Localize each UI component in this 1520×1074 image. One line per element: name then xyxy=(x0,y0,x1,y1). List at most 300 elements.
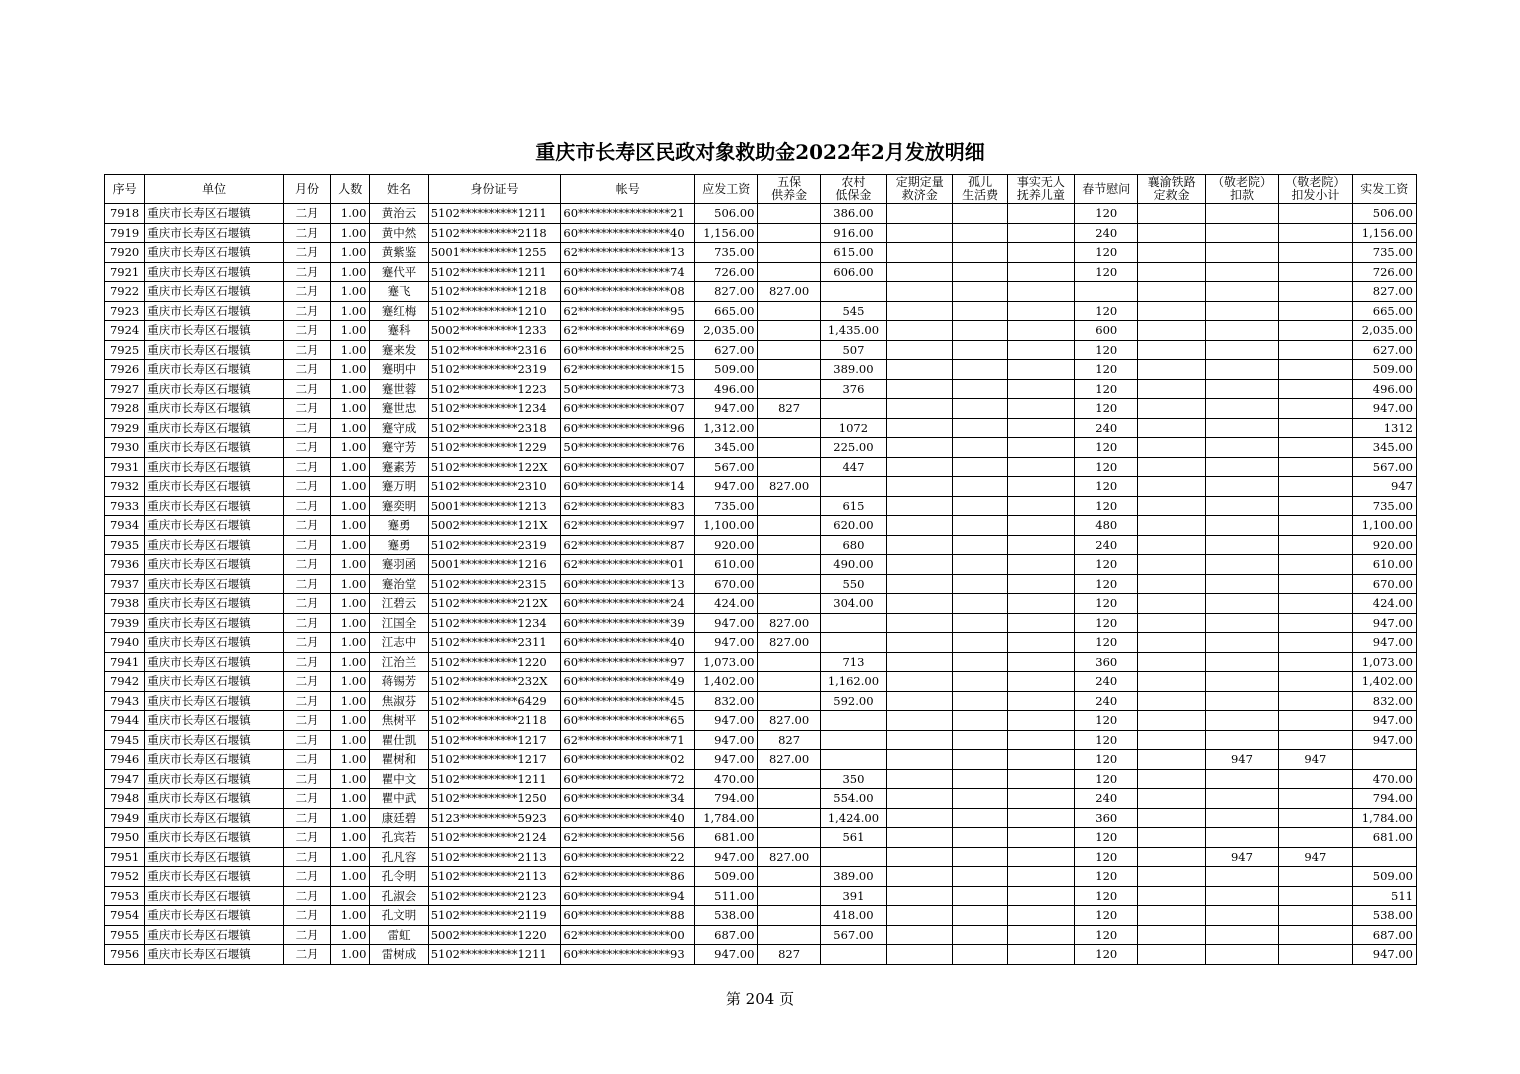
cell-wubao-support xyxy=(758,418,820,438)
cell-wubao-support xyxy=(758,886,820,906)
cell-name: 雷树成 xyxy=(370,945,428,965)
cell-seq: 7919 xyxy=(105,223,145,243)
table-row xyxy=(105,360,1417,380)
cell-name: 瞿树和 xyxy=(370,750,428,770)
cell-id-number: 5123**********5923 xyxy=(428,808,561,828)
cell-people: 1.00 xyxy=(331,711,370,731)
cell-account: 62****************97 xyxy=(561,516,695,536)
cell-seq: 7949 xyxy=(105,808,145,828)
cell-seq: 7951 xyxy=(105,847,145,867)
cell-account: 60****************97 xyxy=(561,652,695,672)
cell-id-number: 5102**********122X xyxy=(428,457,561,477)
cell-unit: 重庆市长寿区石堰镇 xyxy=(145,477,284,497)
cell-people: 1.00 xyxy=(331,535,370,555)
relief-fund-table xyxy=(104,174,1417,965)
cell-net-pay: 506.00 xyxy=(1352,204,1416,224)
cell-month: 二月 xyxy=(283,243,330,263)
table-row xyxy=(105,867,1417,887)
cell-unit: 重庆市长寿区石堰镇 xyxy=(145,613,284,633)
table-row xyxy=(105,301,1417,321)
cell-unsupported-children xyxy=(1007,418,1074,438)
cell-month: 二月 xyxy=(283,262,330,282)
cell-orphan-living xyxy=(953,633,1007,653)
cell-fixed-relief xyxy=(887,886,953,906)
cell-unsupported-children xyxy=(1007,535,1074,555)
col-header-wubao-support xyxy=(758,175,820,204)
cell-account: 50****************73 xyxy=(561,379,695,399)
cell-people: 1.00 xyxy=(331,379,370,399)
cell-unsupported-children xyxy=(1007,730,1074,750)
cell-spring-festival: 120 xyxy=(1075,340,1138,360)
cell-unit: 重庆市长寿区石堰镇 xyxy=(145,828,284,848)
table-row xyxy=(105,789,1417,809)
cell-rural-dibao: 447 xyxy=(820,457,886,477)
table-row xyxy=(105,516,1417,536)
cell-orphan-living xyxy=(953,301,1007,321)
cell-xiangyu-railway xyxy=(1138,574,1205,594)
cell-xiangyu-railway xyxy=(1138,691,1205,711)
cell-id-number: 5102**********1250 xyxy=(428,789,561,809)
col-header-spring-festival xyxy=(1075,175,1138,204)
cell-month: 二月 xyxy=(283,555,330,575)
cell-fixed-relief xyxy=(887,672,953,692)
col-header-seq xyxy=(105,175,145,204)
cell-name: 焦淑芬 xyxy=(370,691,428,711)
cell-seq: 7954 xyxy=(105,906,145,926)
cell-rural-dibao: 680 xyxy=(820,535,886,555)
cell-name: 孔令明 xyxy=(370,867,428,887)
cell-id-number: 5102**********2319 xyxy=(428,360,561,380)
cell-fixed-relief xyxy=(887,340,953,360)
cell-rural-dibao: 561 xyxy=(820,828,886,848)
cell-name: 江治兰 xyxy=(370,652,428,672)
cell-orphan-living xyxy=(953,925,1007,945)
cell-net-pay: 665.00 xyxy=(1352,301,1416,321)
cell-month: 二月 xyxy=(283,340,330,360)
cell-unit: 重庆市长寿区石堰镇 xyxy=(145,457,284,477)
cell-orphan-living xyxy=(953,535,1007,555)
cell-people: 1.00 xyxy=(331,477,370,497)
cell-orphan-living xyxy=(953,360,1007,380)
cell-xiangyu-railway xyxy=(1138,243,1205,263)
cell-nursing-home-withheld xyxy=(1279,828,1352,848)
cell-gross-pay: 947.00 xyxy=(695,399,758,419)
cell-nursing-home-withheld xyxy=(1279,867,1352,887)
cell-nursing-home-withheld xyxy=(1279,438,1352,458)
cell-unit: 重庆市长寿区石堰镇 xyxy=(145,847,284,867)
cell-name: 蹇羽函 xyxy=(370,555,428,575)
cell-orphan-living xyxy=(953,613,1007,633)
cell-rural-dibao: 713 xyxy=(820,652,886,672)
cell-seq: 7942 xyxy=(105,672,145,692)
cell-nursing-home-withheld xyxy=(1279,340,1352,360)
cell-name: 黄中然 xyxy=(370,223,428,243)
cell-net-pay: 920.00 xyxy=(1352,535,1416,555)
cell-wubao-support xyxy=(758,574,820,594)
cell-seq: 7922 xyxy=(105,282,145,302)
cell-unsupported-children xyxy=(1007,886,1074,906)
cell-unit: 重庆市长寿区石堰镇 xyxy=(145,769,284,789)
cell-nursing-home-withheld xyxy=(1279,574,1352,594)
cell-account: 62****************13 xyxy=(561,243,695,263)
cell-month: 二月 xyxy=(283,652,330,672)
cell-id-number: 5102**********2113 xyxy=(428,847,561,867)
cell-month: 二月 xyxy=(283,418,330,438)
cell-unsupported-children xyxy=(1007,555,1074,575)
cell-nursing-home-withheld: 947 xyxy=(1279,847,1352,867)
cell-spring-festival: 240 xyxy=(1075,691,1138,711)
cell-seq: 7935 xyxy=(105,535,145,555)
cell-people: 1.00 xyxy=(331,243,370,263)
table-row xyxy=(105,652,1417,672)
cell-seq: 7927 xyxy=(105,379,145,399)
cell-nursing-home-withheld xyxy=(1279,730,1352,750)
cell-orphan-living xyxy=(953,750,1007,770)
cell-gross-pay: 567.00 xyxy=(695,457,758,477)
cell-spring-festival: 120 xyxy=(1075,262,1138,282)
cell-orphan-living xyxy=(953,867,1007,887)
cell-wubao-support xyxy=(758,204,820,224)
cell-net-pay: 1,100.00 xyxy=(1352,516,1416,536)
cell-gross-pay: 665.00 xyxy=(695,301,758,321)
col-header-line: 农村 xyxy=(841,175,866,189)
cell-unsupported-children xyxy=(1007,672,1074,692)
cell-net-pay: 610.00 xyxy=(1352,555,1416,575)
cell-unsupported-children xyxy=(1007,321,1074,341)
cell-xiangyu-railway xyxy=(1138,555,1205,575)
cell-unsupported-children xyxy=(1007,301,1074,321)
cell-nursing-home-deduction xyxy=(1205,418,1278,438)
cell-unit: 重庆市长寿区石堰镇 xyxy=(145,594,284,614)
cell-spring-festival: 240 xyxy=(1075,789,1138,809)
cell-people: 1.00 xyxy=(331,399,370,419)
cell-spring-festival xyxy=(1075,282,1138,302)
cell-people: 1.00 xyxy=(331,262,370,282)
cell-nursing-home-deduction xyxy=(1205,594,1278,614)
cell-gross-pay: 947.00 xyxy=(695,945,758,965)
cell-month: 二月 xyxy=(283,828,330,848)
cell-unsupported-children xyxy=(1007,945,1074,965)
cell-wubao-support xyxy=(758,457,820,477)
cell-rural-dibao: 507 xyxy=(820,340,886,360)
table-row xyxy=(105,379,1417,399)
cell-id-number: 5102**********2311 xyxy=(428,633,561,653)
cell-wubao-support xyxy=(758,789,820,809)
cell-unit: 重庆市长寿区石堰镇 xyxy=(145,672,284,692)
cell-nursing-home-deduction xyxy=(1205,711,1278,731)
cell-xiangyu-railway xyxy=(1138,594,1205,614)
cell-rural-dibao xyxy=(820,711,886,731)
cell-wubao-support xyxy=(758,828,820,848)
cell-spring-festival: 600 xyxy=(1075,321,1138,341)
cell-unsupported-children xyxy=(1007,399,1074,419)
cell-seq: 7956 xyxy=(105,945,145,965)
cell-fixed-relief xyxy=(887,925,953,945)
cell-fixed-relief xyxy=(887,321,953,341)
cell-nursing-home-deduction: 947 xyxy=(1205,750,1278,770)
cell-name: 蹇守芳 xyxy=(370,438,428,458)
cell-seq: 7918 xyxy=(105,204,145,224)
cell-nursing-home-withheld xyxy=(1279,769,1352,789)
cell-rural-dibao: 1,435.00 xyxy=(820,321,886,341)
cell-people: 1.00 xyxy=(331,574,370,594)
cell-id-number: 5102**********1234 xyxy=(428,613,561,633)
cell-rural-dibao: 490.00 xyxy=(820,555,886,575)
cell-orphan-living xyxy=(953,379,1007,399)
cell-net-pay: 538.00 xyxy=(1352,906,1416,926)
cell-xiangyu-railway xyxy=(1138,204,1205,224)
cell-wubao-support xyxy=(758,925,820,945)
cell-net-pay: 947.00 xyxy=(1352,633,1416,653)
cell-id-number: 5102**********1211 xyxy=(428,769,561,789)
cell-gross-pay: 827.00 xyxy=(695,282,758,302)
cell-gross-pay: 920.00 xyxy=(695,535,758,555)
cell-unsupported-children xyxy=(1007,477,1074,497)
cell-people: 1.00 xyxy=(331,360,370,380)
cell-month: 二月 xyxy=(283,789,330,809)
cell-id-number: 5102**********6429 xyxy=(428,691,561,711)
cell-xiangyu-railway xyxy=(1138,867,1205,887)
cell-seq: 7953 xyxy=(105,886,145,906)
cell-gross-pay: 947.00 xyxy=(695,750,758,770)
cell-nursing-home-deduction xyxy=(1205,223,1278,243)
cell-people: 1.00 xyxy=(331,594,370,614)
cell-fixed-relief xyxy=(887,360,953,380)
cell-account: 60****************08 xyxy=(561,282,695,302)
cell-nursing-home-deduction xyxy=(1205,613,1278,633)
cell-orphan-living xyxy=(953,847,1007,867)
cell-name: 蹇世忠 xyxy=(370,399,428,419)
cell-month: 二月 xyxy=(283,750,330,770)
col-header-account xyxy=(561,175,695,204)
cell-net-pay: 735.00 xyxy=(1352,243,1416,263)
table-row xyxy=(105,945,1417,965)
cell-fixed-relief xyxy=(887,867,953,887)
cell-nursing-home-deduction xyxy=(1205,925,1278,945)
cell-xiangyu-railway xyxy=(1138,457,1205,477)
cell-net-pay xyxy=(1352,750,1416,770)
cell-wubao-support: 827.00 xyxy=(758,477,820,497)
cell-nursing-home-deduction xyxy=(1205,282,1278,302)
cell-fixed-relief xyxy=(887,379,953,399)
cell-month: 二月 xyxy=(283,204,330,224)
cell-orphan-living xyxy=(953,672,1007,692)
col-header-line: 事实无人 xyxy=(1016,175,1065,189)
cell-unit: 重庆市长寿区石堰镇 xyxy=(145,262,284,282)
cell-unsupported-children xyxy=(1007,496,1074,516)
cell-fixed-relief xyxy=(887,243,953,263)
col-header-net-pay xyxy=(1352,175,1416,204)
cell-month: 二月 xyxy=(283,496,330,516)
cell-name: 蹇勇 xyxy=(370,535,428,555)
cell-unit: 重庆市长寿区石堰镇 xyxy=(145,574,284,594)
cell-spring-festival: 480 xyxy=(1075,516,1138,536)
cell-orphan-living xyxy=(953,828,1007,848)
cell-spring-festival: 120 xyxy=(1075,555,1138,575)
cell-net-pay: 627.00 xyxy=(1352,340,1416,360)
cell-fixed-relief xyxy=(887,769,953,789)
cell-xiangyu-railway xyxy=(1138,886,1205,906)
cell-nursing-home-withheld xyxy=(1279,477,1352,497)
cell-name: 焦树平 xyxy=(370,711,428,731)
cell-orphan-living xyxy=(953,711,1007,731)
cell-net-pay: 947 xyxy=(1352,477,1416,497)
cell-id-number: 5102**********2123 xyxy=(428,886,561,906)
cell-wubao-support xyxy=(758,906,820,926)
cell-xiangyu-railway xyxy=(1138,223,1205,243)
cell-spring-festival: 240 xyxy=(1075,535,1138,555)
cell-net-pay: 424.00 xyxy=(1352,594,1416,614)
cell-id-number: 5001**********1216 xyxy=(428,555,561,575)
cell-unit: 重庆市长寿区石堰镇 xyxy=(145,204,284,224)
cell-month: 二月 xyxy=(283,321,330,341)
cell-nursing-home-deduction xyxy=(1205,399,1278,419)
cell-rural-dibao xyxy=(820,282,886,302)
table-row xyxy=(105,828,1417,848)
cell-xiangyu-railway xyxy=(1138,789,1205,809)
cell-unsupported-children xyxy=(1007,847,1074,867)
cell-month: 二月 xyxy=(283,301,330,321)
cell-unsupported-children xyxy=(1007,828,1074,848)
cell-orphan-living xyxy=(953,730,1007,750)
cell-id-number: 5102**********1223 xyxy=(428,379,561,399)
cell-unsupported-children xyxy=(1007,789,1074,809)
cell-orphan-living xyxy=(953,399,1007,419)
cell-account: 60****************02 xyxy=(561,750,695,770)
cell-unit: 重庆市长寿区石堰镇 xyxy=(145,340,284,360)
cell-nursing-home-withheld xyxy=(1279,360,1352,380)
cell-wubao-support: 827.00 xyxy=(758,847,820,867)
cell-id-number: 5102**********2124 xyxy=(428,828,561,848)
cell-nursing-home-deduction xyxy=(1205,516,1278,536)
cell-nursing-home-deduction xyxy=(1205,672,1278,692)
cell-people: 1.00 xyxy=(331,496,370,516)
cell-orphan-living xyxy=(953,769,1007,789)
col-header-line: 定救金 xyxy=(1153,188,1190,202)
cell-xiangyu-railway xyxy=(1138,711,1205,731)
col-header-line: 生活费 xyxy=(962,188,999,202)
cell-nursing-home-withheld xyxy=(1279,457,1352,477)
cell-orphan-living xyxy=(953,594,1007,614)
document-title: 重庆市长寿区民政对象救助金2022年2月发放明细 xyxy=(535,140,985,164)
cell-xiangyu-railway xyxy=(1138,282,1205,302)
cell-unit: 重庆市长寿区石堰镇 xyxy=(145,730,284,750)
cell-month: 二月 xyxy=(283,711,330,731)
cell-nursing-home-deduction xyxy=(1205,886,1278,906)
cell-id-number: 5102**********2316 xyxy=(428,340,561,360)
cell-unsupported-children xyxy=(1007,340,1074,360)
cell-orphan-living xyxy=(953,204,1007,224)
cell-wubao-support xyxy=(758,379,820,399)
col-header-id-number xyxy=(428,175,561,204)
cell-unit: 重庆市长寿区石堰镇 xyxy=(145,301,284,321)
cell-nursing-home-withheld xyxy=(1279,613,1352,633)
col-header-line: 孤儿 xyxy=(968,175,993,189)
cell-seq: 7920 xyxy=(105,243,145,263)
table-row xyxy=(105,594,1417,614)
col-header-nursing-home-deduction xyxy=(1205,175,1278,204)
cell-net-pay: 509.00 xyxy=(1352,360,1416,380)
cell-people: 1.00 xyxy=(331,516,370,536)
cell-nursing-home-withheld xyxy=(1279,301,1352,321)
cell-account: 60****************22 xyxy=(561,847,695,867)
cell-spring-festival: 120 xyxy=(1075,457,1138,477)
cell-xiangyu-railway xyxy=(1138,945,1205,965)
cell-rural-dibao xyxy=(820,750,886,770)
cell-gross-pay: 726.00 xyxy=(695,262,758,282)
cell-name: 黄紫鉴 xyxy=(370,243,428,263)
cell-gross-pay: 794.00 xyxy=(695,789,758,809)
cell-fixed-relief xyxy=(887,594,953,614)
cell-net-pay: 1,402.00 xyxy=(1352,672,1416,692)
cell-name: 康廷碧 xyxy=(370,808,428,828)
cell-nursing-home-deduction xyxy=(1205,730,1278,750)
cell-nursing-home-withheld xyxy=(1279,672,1352,692)
cell-account: 60****************40 xyxy=(561,808,695,828)
cell-wubao-support: 827.00 xyxy=(758,282,820,302)
cell-account: 60****************39 xyxy=(561,613,695,633)
cell-xiangyu-railway xyxy=(1138,769,1205,789)
cell-orphan-living xyxy=(953,418,1007,438)
cell-wubao-support xyxy=(758,516,820,536)
cell-account: 62****************87 xyxy=(561,535,695,555)
cell-orphan-living xyxy=(953,574,1007,594)
col-header-line: 扣发小计 xyxy=(1291,188,1340,202)
cell-id-number: 5102**********2318 xyxy=(428,418,561,438)
cell-nursing-home-deduction xyxy=(1205,379,1278,399)
cell-seq: 7946 xyxy=(105,750,145,770)
cell-id-number: 5102**********2315 xyxy=(428,574,561,594)
col-header-fixed-relief xyxy=(887,175,953,204)
cell-people: 1.00 xyxy=(331,555,370,575)
cell-nursing-home-withheld xyxy=(1279,652,1352,672)
cell-wubao-support xyxy=(758,672,820,692)
cell-seq: 7929 xyxy=(105,418,145,438)
cell-month: 二月 xyxy=(283,691,330,711)
cell-wubao-support xyxy=(758,438,820,458)
cell-xiangyu-railway xyxy=(1138,262,1205,282)
cell-nursing-home-deduction xyxy=(1205,438,1278,458)
table-row xyxy=(105,555,1417,575)
cell-fixed-relief xyxy=(887,945,953,965)
cell-people: 1.00 xyxy=(331,613,370,633)
cell-orphan-living xyxy=(953,496,1007,516)
cell-people: 1.00 xyxy=(331,204,370,224)
cell-seq: 7923 xyxy=(105,301,145,321)
cell-nursing-home-withheld xyxy=(1279,808,1352,828)
cell-spring-festival: 240 xyxy=(1075,418,1138,438)
cell-seq: 7939 xyxy=(105,613,145,633)
cell-gross-pay: 627.00 xyxy=(695,340,758,360)
cell-rural-dibao: 592.00 xyxy=(820,691,886,711)
cell-unsupported-children xyxy=(1007,282,1074,302)
cell-orphan-living xyxy=(953,886,1007,906)
cell-month: 二月 xyxy=(283,399,330,419)
cell-seq: 7947 xyxy=(105,769,145,789)
cell-xiangyu-railway xyxy=(1138,828,1205,848)
cell-nursing-home-withheld xyxy=(1279,945,1352,965)
cell-orphan-living xyxy=(953,321,1007,341)
col-header-gross-pay xyxy=(695,175,758,204)
cell-net-pay: 1,073.00 xyxy=(1352,652,1416,672)
cell-xiangyu-railway xyxy=(1138,613,1205,633)
cell-unit: 重庆市长寿区石堰镇 xyxy=(145,808,284,828)
cell-unsupported-children xyxy=(1007,438,1074,458)
cell-gross-pay: 687.00 xyxy=(695,925,758,945)
cell-unsupported-children xyxy=(1007,808,1074,828)
cell-seq: 7933 xyxy=(105,496,145,516)
cell-rural-dibao: 391 xyxy=(820,886,886,906)
